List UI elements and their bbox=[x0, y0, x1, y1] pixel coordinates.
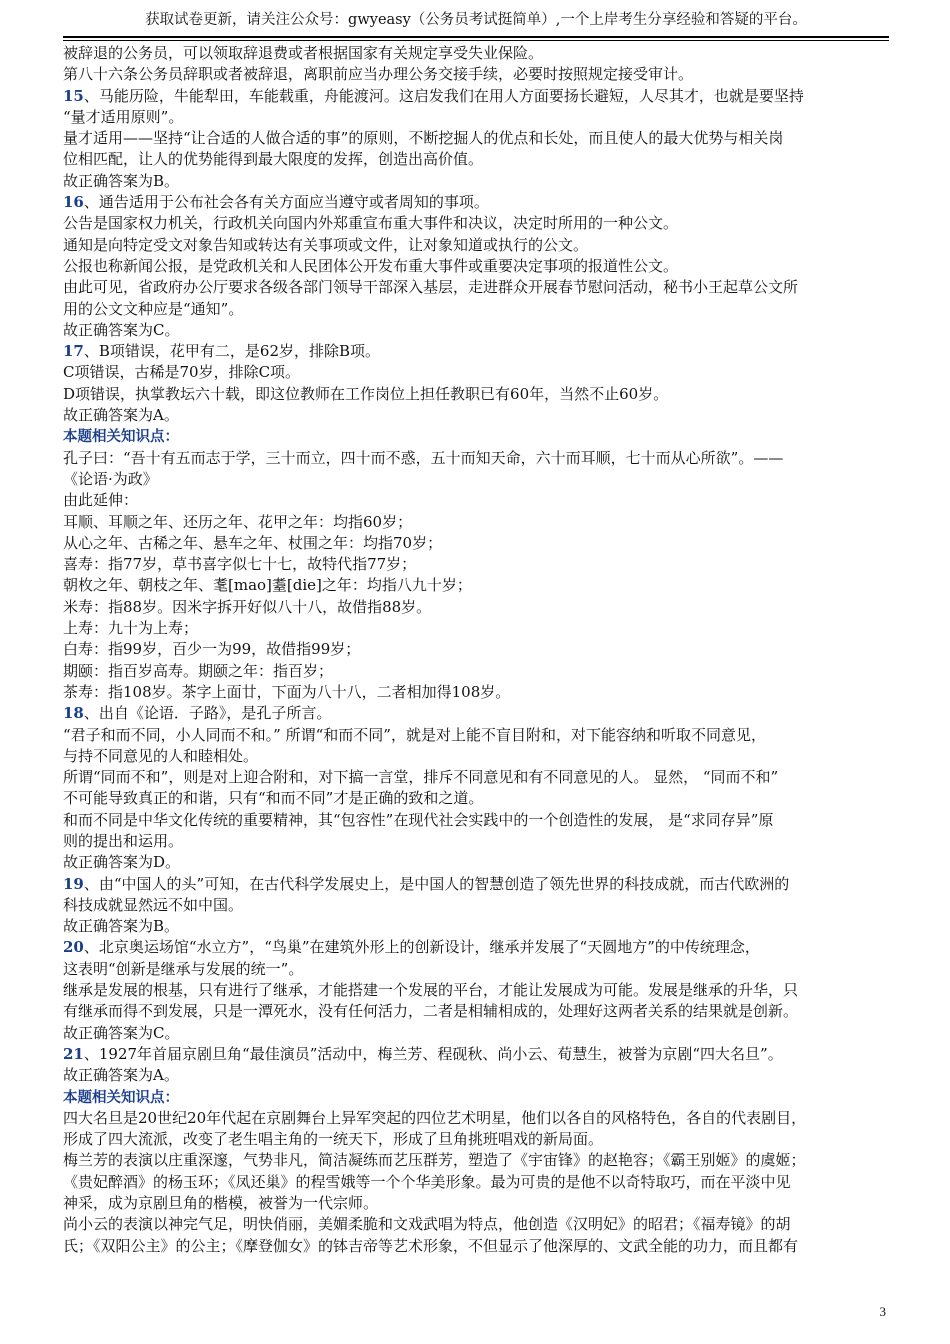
header-rule-thick bbox=[63, 36, 889, 38]
text-line bbox=[63, 277, 889, 298]
text-line bbox=[63, 1108, 889, 1129]
page-number: 3 bbox=[879, 1304, 886, 1319]
line-text: 、由“中国人的头”可知，在古代科学发展史上，是中国人的智慧创造了领先世界的科技成就，而古代欧洲的 bbox=[83, 874, 790, 893]
line-text: 故正确答案为C。 bbox=[63, 1023, 180, 1042]
knowledge-point-label: 本题相关知识点： bbox=[63, 429, 179, 446]
line-text: 量才适用——坚持“让合适的人做合适的事”的原则，不断挖掘人的优点和长处，而且使人的最大优势与相关岗 bbox=[63, 129, 784, 148]
line-text: 被辞退的公务员，可以领取辞退费或者根据国家有关规定享受失业保险。 bbox=[63, 44, 544, 62]
text-line bbox=[63, 959, 889, 980]
line-text: 通知是向特定受文对象告知或转达有关事项或文件，让对象知道或执行的公文。 bbox=[63, 235, 589, 254]
line-text: 故正确答案为B。 bbox=[63, 917, 180, 936]
line-text: 茶寿：指108岁。茶字上面廿，下面为八十八，二者相加得108岁。 bbox=[63, 682, 511, 701]
text-line bbox=[63, 852, 889, 873]
line-text: 公告是国家权力机关，行政机关向国内外郑重宣布重大事件和决议，决定时所用的一种公文。 bbox=[63, 214, 679, 233]
line-text: 尚小云的表演以神完气足，明快俏丽，美媚柔脆和文戏武唱为特点，他创造《汉明妃》的昭君；《福寿镜》的胡 bbox=[63, 1215, 791, 1234]
question-number: 17 bbox=[63, 342, 84, 361]
text-line bbox=[63, 405, 889, 426]
line-text: 用的公文文种应是“通知”。 bbox=[63, 299, 244, 318]
line-text: 神采，成为京剧旦角的楷模，被誉为一代宗师。 bbox=[63, 1194, 379, 1213]
line-text: 、1927年首届京剧旦角“最佳演员”活动中，梅兰芳、程砚秋、尚小云、荀慧生，被誉为京剧“四大名旦”。 bbox=[83, 1044, 783, 1063]
line-text: 《论语·为政》 bbox=[63, 469, 158, 488]
line-text: 梅兰芳的表演以庄重深邃，气势非凡，简洁凝练而艺压群芳，塑造了《宇宙锋》的赵艳容；《霸王别姬》的虞姬； bbox=[63, 1151, 806, 1170]
question-line bbox=[63, 874, 889, 895]
line-text: 四大名旦是20世纪20年代起在京剧舞台上异军突起的四位艺术明星，他们以各自的风格特色，各自的代表剧目， bbox=[63, 1108, 807, 1127]
question-number: 19 bbox=[63, 874, 84, 893]
line-text: 《贵妃醉酒》的杨玉环；《凤还巢》的程雪娥等一个个华美形象。最为可贵的是他不以奇特取巧，而在平淡中见 bbox=[63, 1172, 791, 1191]
line-text: 米寿：指88岁。因米字拆开好似八十八，故借指88岁。 bbox=[63, 597, 432, 616]
line-text: 朝枚之年、朝枝之年、耄[mao]耋[die]之年：均指八九十岁； bbox=[63, 576, 472, 595]
line-text: 喜寿：指77岁，草书喜字似七十七，故特代指77岁； bbox=[63, 555, 417, 574]
line-text: 故正确答案为A。 bbox=[63, 406, 179, 425]
text-line bbox=[63, 1065, 889, 1086]
line-text: 氏；《双阳公主》的公主；《摩登伽女》的钵吉帝等艺术形象，不但显示了他深厚的、文武全能的功力，而且都有 bbox=[63, 1236, 799, 1255]
text-line bbox=[63, 235, 889, 256]
text-line bbox=[63, 384, 889, 405]
text-line bbox=[63, 128, 889, 149]
line-text: 科技成就显然远不如中国。 bbox=[63, 895, 244, 914]
text-line bbox=[63, 810, 889, 831]
line-text: 这表明“创新是继承与发展的统一”。 bbox=[63, 959, 304, 978]
line-text: 故正确答案为A。 bbox=[63, 1066, 179, 1085]
text-line bbox=[63, 320, 889, 341]
text-line bbox=[63, 916, 889, 937]
text-line bbox=[63, 661, 889, 682]
text-line bbox=[63, 746, 889, 767]
text-line bbox=[63, 554, 889, 575]
text-line bbox=[63, 213, 889, 234]
line-text: 有继承而得不到发展，只是一潭死水，没有任何活力，二者是相辅相成的，处理好这两者关系的结果就是创新。 bbox=[63, 1002, 799, 1021]
line-text: 、B项错误，花甲有二，是62岁，排除B项。 bbox=[83, 342, 381, 361]
question-number: 16 bbox=[63, 193, 84, 212]
header-rule-thin bbox=[63, 40, 889, 41]
line-text: 、马能历险，牛能犁田，车能载重，舟能渡河。这启发我们在用人方面要扬长避短，人尽其才，也就是要坚持 bbox=[83, 86, 804, 105]
question-line bbox=[63, 86, 889, 107]
line-text: 期颐：指百岁高寿。期颐之年：指百岁； bbox=[63, 661, 334, 680]
question-number: 21 bbox=[63, 1044, 84, 1063]
text-line bbox=[63, 831, 889, 852]
text-line bbox=[63, 64, 889, 85]
line-text: 白寿：指99岁，百少一为99，故借指99岁； bbox=[63, 640, 361, 659]
line-text: 故正确答案为B。 bbox=[63, 171, 180, 190]
text-line bbox=[63, 1236, 889, 1257]
line-text: 形成了四大流派，改变了老生唱主角的一统天下，形成了旦角挑班唱戏的新局面。 bbox=[63, 1130, 604, 1149]
text-line bbox=[63, 597, 889, 618]
text-line bbox=[63, 256, 889, 277]
text-line bbox=[63, 639, 889, 660]
line-text: 由此延伸： bbox=[63, 491, 139, 510]
line-text: 继承是发展的根基，只有进行了继承，才能搭建一个发展的平台，才能让发展成为可能。发展是继承的升华，只 bbox=[63, 981, 799, 1000]
text-line bbox=[63, 767, 889, 788]
line-text: D项错误，执掌教坛六十载，即这位教师在工作岗位上担任教职已有60年，当然不止60岁。 bbox=[63, 384, 669, 403]
text-line bbox=[63, 682, 889, 703]
text-line bbox=[63, 618, 889, 639]
line-text: 故正确答案为C。 bbox=[63, 320, 180, 339]
text-line bbox=[63, 448, 889, 469]
line-text: 、出自《论语．子路》，是孔子所言。 bbox=[83, 704, 332, 723]
question-line bbox=[63, 192, 889, 213]
knowledge-heading bbox=[63, 1087, 889, 1108]
text-line bbox=[63, 171, 889, 192]
question-line bbox=[63, 341, 889, 362]
text-line bbox=[63, 980, 889, 1001]
text-line bbox=[63, 1193, 889, 1214]
question-line bbox=[63, 937, 889, 958]
text-line bbox=[63, 107, 889, 128]
document-body bbox=[63, 43, 889, 1257]
knowledge-point-label: 本题相关知识点： bbox=[63, 1089, 179, 1106]
text-line bbox=[63, 1129, 889, 1150]
text-line bbox=[63, 533, 889, 554]
text-line bbox=[63, 1001, 889, 1022]
text-line bbox=[63, 788, 889, 809]
question-line bbox=[63, 703, 889, 724]
text-line bbox=[63, 299, 889, 320]
text-line bbox=[63, 362, 889, 383]
knowledge-heading bbox=[63, 426, 889, 447]
text-line bbox=[63, 512, 889, 533]
text-line bbox=[63, 1150, 889, 1171]
question-number: 18 bbox=[63, 704, 84, 723]
line-text: 从心之年、古稀之年、悬车之年、杖围之年：均指70岁； bbox=[63, 533, 443, 552]
line-text: 公报也称新闻公报，是党政机关和人民团体公开发布重大事件或重要决定事项的报道性公文。 bbox=[63, 256, 679, 275]
line-text: 所谓“同而不和”，则是对上迎合附和，对下搞一言堂，排斥不同意见和有不同意见的人。 显然， “同而不和” bbox=[63, 768, 779, 787]
text-line bbox=[63, 725, 889, 746]
line-text: 、通告适用于公布社会各有关方面应当遵守或者周知的事项。 bbox=[83, 193, 489, 212]
line-text: C项错误，古稀是70岁，排除C项。 bbox=[63, 363, 301, 382]
text-line bbox=[63, 43, 889, 64]
line-text: 故正确答案为D。 bbox=[63, 853, 181, 872]
text-line bbox=[63, 1023, 889, 1044]
line-text: 由此可见，省政府办公厅要求各级各部门领导干部深入基层，走进群众开展春节慰问活动，秘书小王起草公文所 bbox=[63, 278, 799, 297]
text-line bbox=[63, 149, 889, 170]
text-line bbox=[63, 1214, 889, 1235]
text-line bbox=[63, 895, 889, 916]
line-text: 、北京奥运场馆“水立方”，“鸟巢”在建筑外形上的创新设计，继承并发展了“天圆地方”的中传统理念， bbox=[83, 938, 760, 957]
question-line bbox=[63, 1044, 889, 1065]
text-line bbox=[63, 490, 889, 511]
line-text: 位相匹配，让人的优势能得到最大限度的发挥，创造出高价值。 bbox=[63, 150, 484, 169]
text-line bbox=[63, 469, 889, 490]
line-text: “量才适用原则”。 bbox=[63, 107, 184, 126]
line-text: 第八十六条公务员辞职或者被辞退，离职前应当办理公务交接手续，必要时按照规定接受审计。 bbox=[63, 65, 694, 84]
question-number: 15 bbox=[63, 86, 84, 105]
line-text: 耳顺、耳顺之年、还历之年、花甲之年：均指60岁； bbox=[63, 512, 413, 531]
line-text: 上寿：九十为上寿； bbox=[63, 619, 199, 638]
line-text: 则的提出和运用。 bbox=[63, 831, 184, 850]
text-line bbox=[63, 1172, 889, 1193]
line-text: 不可能导致真正的和谐，只有“和而不同”才是正确的致和之道。 bbox=[63, 789, 484, 808]
page-header: 获取试卷更新，请关注公众号：gwyeasy（公务员考试挺简单）,一个上岸考生分享经验和答疑的平台。 bbox=[145, 12, 807, 28]
line-text: 与持不同意见的人和睦相处。 bbox=[63, 746, 259, 765]
question-number: 20 bbox=[63, 938, 84, 957]
line-text: 和而不同是中华文化传统的重要精神，其“包容性”在现代社会实践中的一个创造性的发展， 是“求同存异”原 bbox=[63, 810, 774, 829]
text-line bbox=[63, 575, 889, 596]
line-text: “君子和而不同，小人同而不和。” 所谓“和而不同”，就是对上能不盲目附和，对下能容纳和听取不同意见， bbox=[63, 725, 766, 744]
line-text: 孔子曰：“吾十有五而志于学，三十而立，四十而不惑，五十而知天命，六十而耳顺，七十而从心所欲”。—— bbox=[63, 448, 784, 467]
